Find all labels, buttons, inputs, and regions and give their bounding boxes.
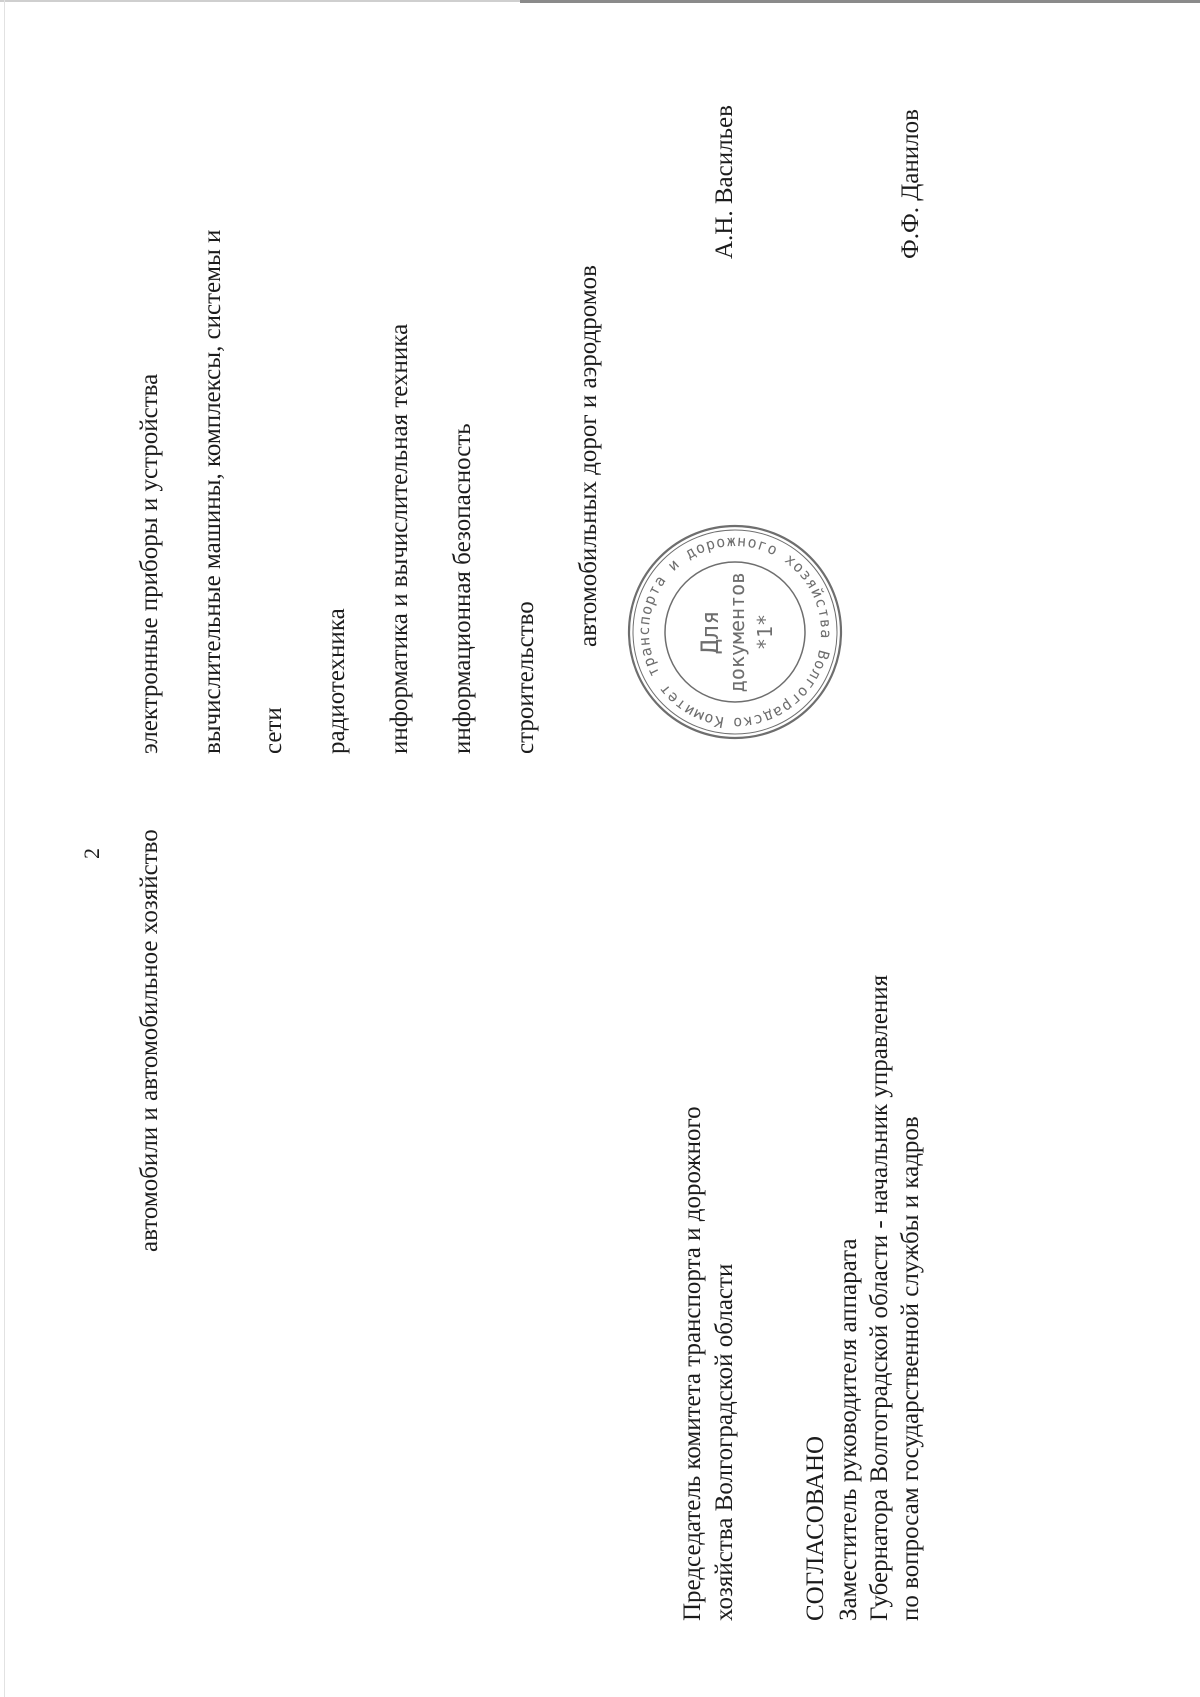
signatory-name: А.Н. Васильев [711, 105, 738, 259]
approval-heading: СОГЛАСОВАНО [802, 1435, 829, 1621]
list-item-right: информатика и вычислительная техника [386, 323, 413, 754]
list-item-left: автомобили и автомобильное хозяйство [136, 829, 163, 1252]
list-item-right: строительство [512, 601, 539, 754]
list-item-right: автомобильных дорог и аэродромов [575, 265, 602, 647]
seal-center-line2: документов [725, 571, 749, 693]
list-item-right: информационная безопасность [449, 423, 476, 754]
list-item-right: радиотехника [323, 608, 350, 754]
approval-line1: Заместитель руководителя аппарата [835, 1238, 862, 1621]
signatory-title-line1: Председатель комитета транспорта и дорожного [679, 1106, 706, 1621]
page-number: 2 [79, 848, 104, 859]
list-item-right: сети [260, 707, 287, 754]
official-seal [620, 517, 850, 747]
seal-center-line1: Для [696, 610, 724, 654]
approver-name: Ф.Ф. Данилов [897, 109, 924, 259]
seal-graphic [620, 517, 850, 747]
seal-center-line3: *1* [753, 613, 777, 651]
signatory-title-line2: хозяйства Волгоградской области [711, 1263, 738, 1621]
list-item-right: вычислительные машины, комплексы, системы и [199, 229, 226, 754]
seal-ring-text: Комитет транспорта и дорожного хозяйства Волгоградско [634, 531, 836, 733]
approval-line2: Губернатора Волгоградской области - начальник управления [866, 974, 893, 1621]
approval-line3: по вопросам государственной службы и кадров [897, 1116, 924, 1621]
list-item-right: электронные приборы и устройства [136, 373, 163, 754]
